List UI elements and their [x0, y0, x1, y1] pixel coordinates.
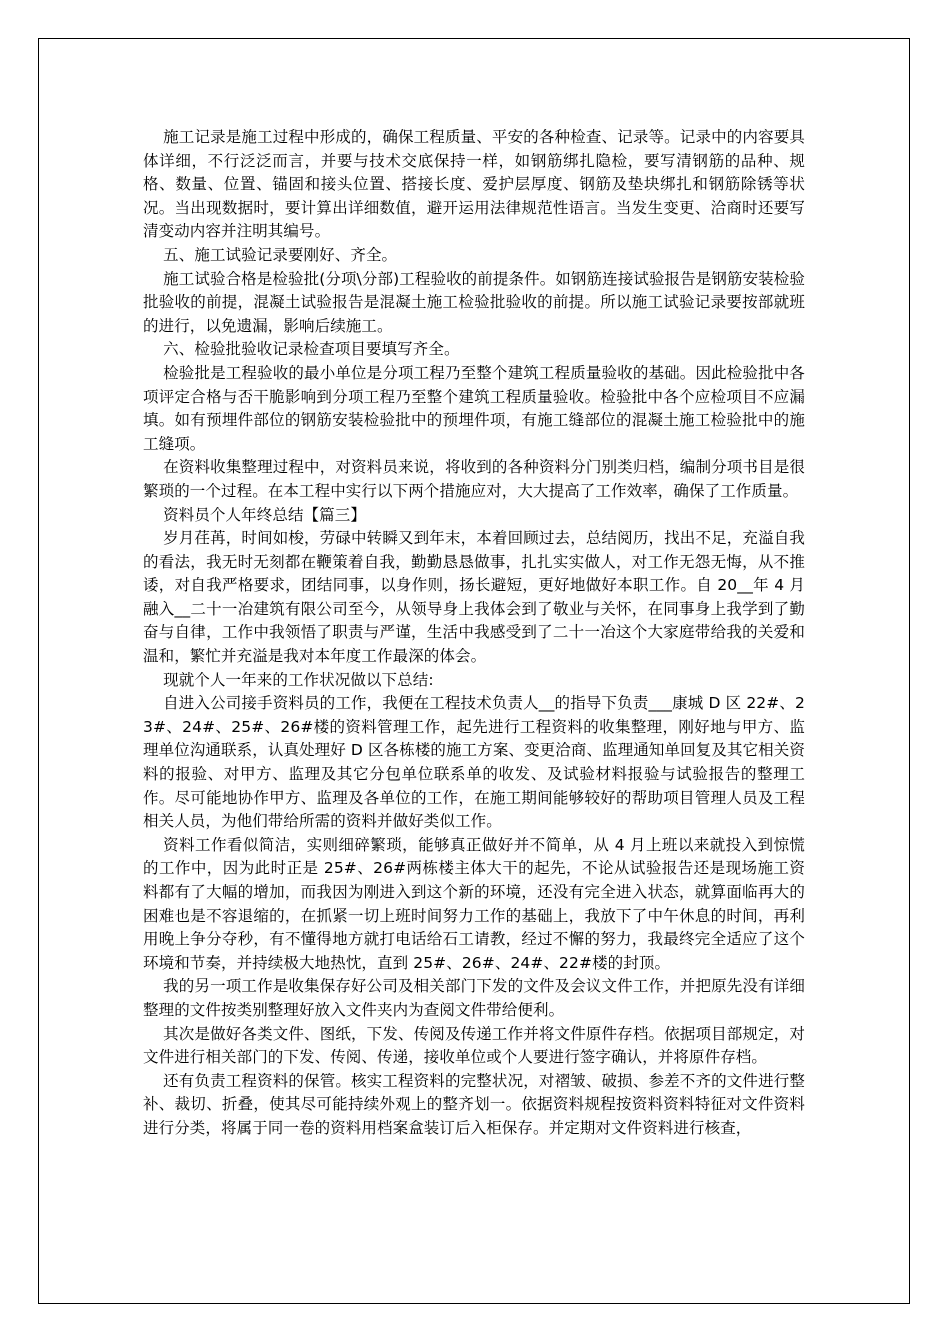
paragraph-archiving: 在资料收集整理过程中，对资料员来说，将收到的各种资料分门别类归档，编制分项书目是很繁琐的一个过程。在本工程中实行以下两个措施应对，大大提高了工作效率，确保了工作质量。: [143, 458, 805, 500]
paragraph-custody: 还有负责工程资料的保管。核实工程资料的完整状况，对褶皱、破损、参差不齐的文件进行整补、裁切、折叠，使其尽可能持续外观上的整齐划一。依据资料规程按资料资料特征对文件资料进行分类，将属于同一卷的资料用档案盒装订后入柜保存。并定期对文件资料进行核查，: [143, 1071, 805, 1137]
paragraph-year-review: 岁月荏苒，时间如梭，劳碌中转瞬又到年末，本着回顾过去，总结阅历，找出不足，充溢自我的看法，我无时无刻都在鞭策着自我，勤勤恳恳做事，扎扎实实做人，对工作无怨无悔，从不推诿，对自我严格要求，团结同事，以身作则，扬长避短，更好地做好本职工作。自 20__年 4 月融入__二十一冶建筑有限公司至今，从领导身上我体会到了敬业与关怀，在同事身上我学到了勤奋与自律，工作中我领悟了职责与严谨，生活中我感受到了二十一冶这个大家庭带给我的关爱和温和，繁忙并充溢是我对本年度工作最深的体会。: [143, 529, 805, 666]
paragraph-test-records: 施工试验合格是检验批(分项\分部)工程验收的前提条件。如钢筋连接试验报告是钢筋安装检验批验收的前提，混凝土试验报告是混凝土施工检验批验收的前提。所以施工试验记录要按部就班的进行，以免遗漏，影响后续施工。: [143, 269, 805, 335]
heading-item-six: 六、检验批验收记录检查项目要填写齐全。: [163, 340, 460, 359]
paragraph-work-challenges: 资料工作看似简洁，实则细碎繁琐，能够真正做好并不简单，从 4 月上班以来就投入到惊慌的工作中，因为此时正是 25#、26#两栋楼主体大干的起先，不论从试验报告还是现场施工资料都有了大幅的增加，而我因为刚进入到这个新的环境，还没有完全进入状态，就算面临再大的困难也是不容退缩的，在抓紧一切上班时间努力工作的基础上，我放下了中午休息的时间，再利用晚上争分夺秒，有不懂得地方就打电话给石工请教，经过不懈的努力，我最终完全适应了这个环境和节奏，并持续极大地热忱，直到 25#、26#、24#、22#楼的封顶。: [143, 835, 805, 972]
paragraph-construction-records: 施工记录是施工过程中形成的，确保工程质量、平安的各种检查、记录等。记录中的内容要具体详细，不行泛泛而言，并要与技术交底保持一样，如钢筋绑扎隐检，要写清钢筋的品种、规格、数量、位置、锚固和接头位置、搭接长度、爱护层厚度、钢筋及垫块绑扎和钢筋除锈等状况。当出现数据时，要计算出详细数值，避开运用法律规范性语言。当发生变更、洽商时还要写清变动内容并注明其编号。: [143, 128, 805, 241]
section-title-part-three: 资料员个人年终总结【篇三】: [163, 505, 366, 524]
paragraph-distribution: 其次是做好各类文件、图纸，下发、传阅及传递工作并将文件原件存档。依据项目部规定，对文件进行相关部门的下发、传阅、传递，接收单位或个人要进行签字确认，并将原件存档。: [143, 1024, 805, 1067]
document-body: [143, 126, 805, 1141]
paragraph-inspection-lot: 检验批是工程验收的最小单位是分项工程乃至整个建筑工程质量验收的基础。因此检验批中各项评定合格与否干脆影响到分项工程乃至整个建筑工程质量验收。检验批中各个应检项目不应漏填。如有预埋件部位的钢筋安装检验批中的预埋件项，有施工缝部位的混凝土施工检验批中的施工缝项。: [143, 363, 805, 453]
paragraph-document-collection: 我的另一项工作是收集保存好公司及相关部门下发的文件及会议文件工作，并把原先没有详细整理的文件按类别整理好放入文件夹内为查阅文件带给便利。: [143, 977, 805, 1019]
paragraph-summary-intro: 现就个人一年来的工作状况做以下总结:: [163, 670, 434, 689]
heading-item-five: 五、施工试验记录要刚好、齐全。: [163, 245, 398, 264]
paragraph-responsibilities: 自进入公司接手资料员的工作，我便在工程技术负责人__的指导下负责___康城 D 区 22#、23#、24#、25#、26#楼的资料管理工作，起先进行工程资料的收集整理，刚好地与甲方、监理单位沟通联系，认真处理好 D 区各栋楼的施工方案、变更洽商、监理通知单回复及其它相关资料的报验、对甲方、监理及其它分包单位联系单的收发、及试验材料报验与试验报告的整理工作。尽可能地协作甲方、监理及各单位的工作，在施工期间能够较好的帮助项目管理人员及工程相关人员，为他们带给所需的资料并做好类似工作。: [143, 694, 805, 831]
